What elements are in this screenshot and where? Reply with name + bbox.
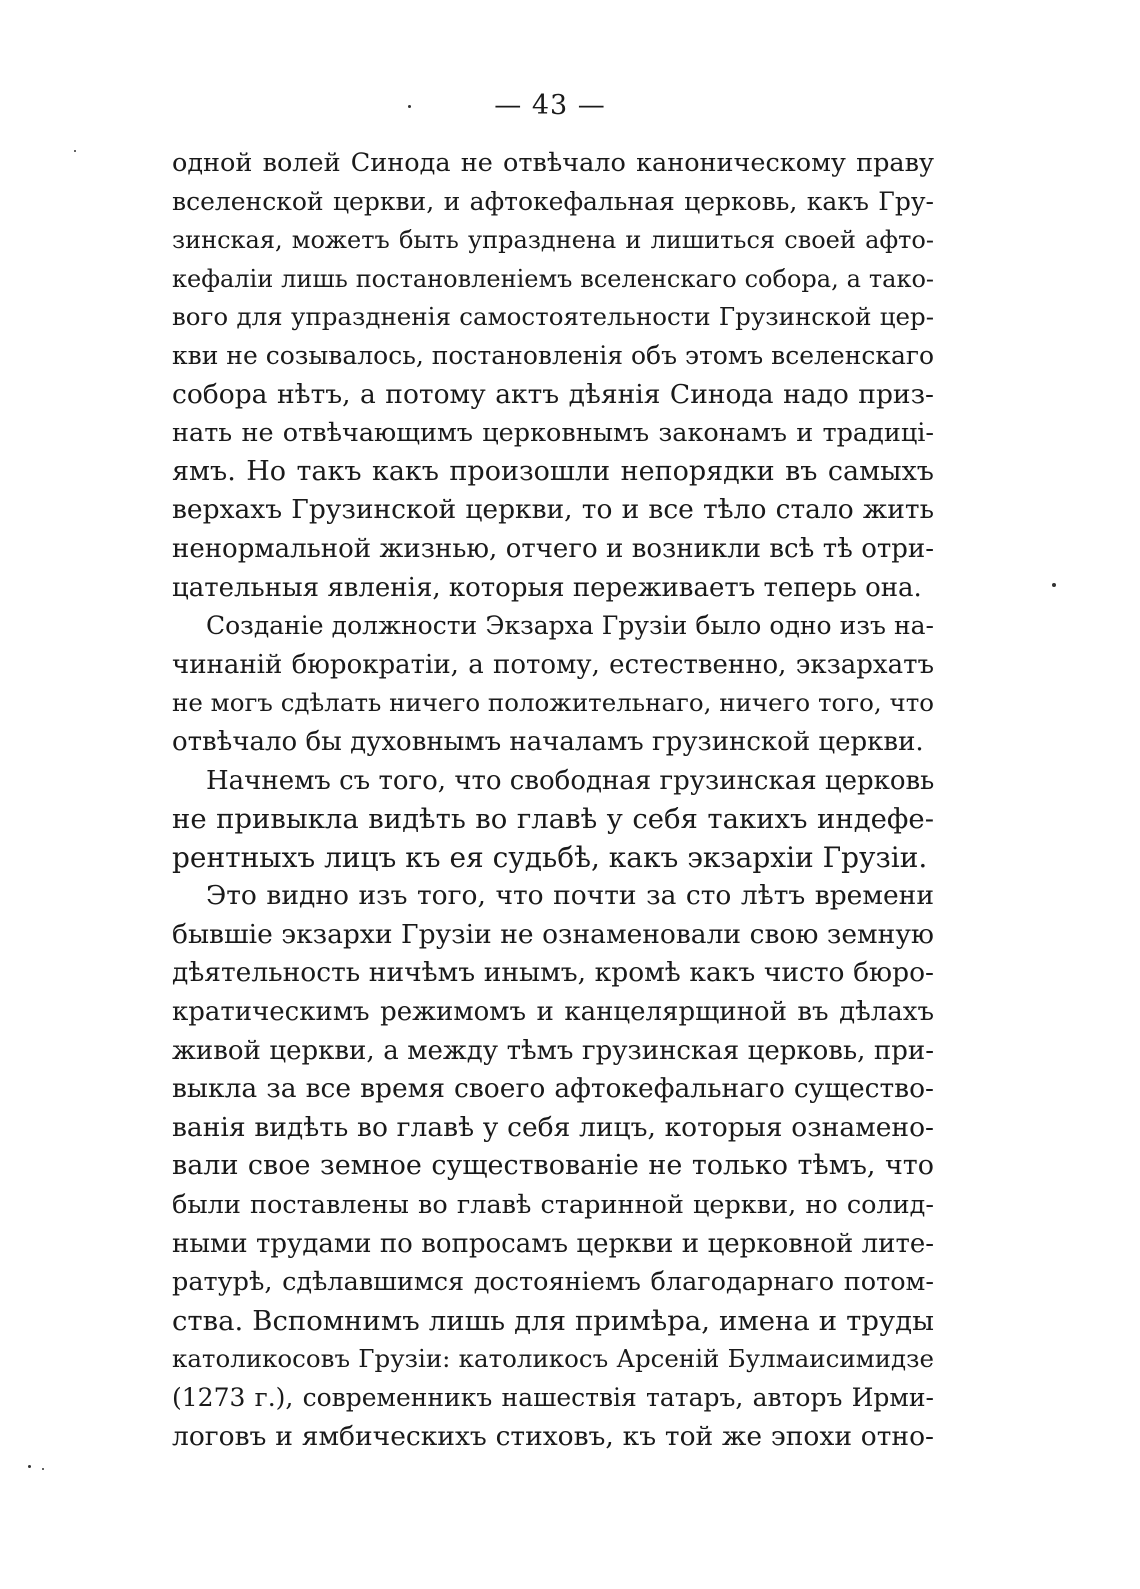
text-line: ненормальной жизнью, отчего и возникли всѣ тѣ отри- (172, 533, 934, 564)
scan-speck (42, 1468, 44, 1470)
text-line: выкла за все время своего афтокефальнаго существо- (172, 1073, 934, 1105)
text-line: католикосовъ Грузіи: католикосъ Арсеній Булмаисимидзе (172, 1344, 934, 1374)
text-line: верхахъ Грузинской церкви, то и все тѣло стало жить (172, 494, 934, 526)
text-line: ратурѣ, сдѣлавшимся достояніемъ благодарнаго потом- (172, 1267, 934, 1298)
text-line: собора нѣтъ, а потому актъ дѣянія Синода надо приз- (172, 378, 934, 410)
text-line: кви не созывалось, постановленія объ этомъ вселенскаго (172, 340, 934, 370)
page-number: — 43 — (494, 90, 606, 121)
text-line: нать не отвѣчающимъ церковнымъ законамъ и традиці- (172, 418, 934, 449)
paragraph (172, 877, 934, 1456)
text-line: цательныя явленія, которыя переживаетъ теперь она. (172, 572, 922, 603)
scan-speck (28, 1465, 31, 1468)
text-line: ства. Вспомнимъ лишь для примѣра, имена и труды (172, 1304, 934, 1337)
text-line: рентныхъ лицъ къ ея судьбѣ, какъ экзархіи Грузіи. (172, 840, 928, 874)
text-line: живой церкви, а между тѣмъ грузинская церковь, при- (172, 1035, 934, 1066)
text-line: ямъ. Но такъ какъ произошли непорядки въ самыхъ (172, 455, 934, 487)
scan-speck (1052, 583, 1056, 587)
text-line: дѣятельность ничѣмъ инымъ, кромѣ какъ чисто бюро- (172, 957, 934, 989)
text-line: кратическимъ режимомъ и канцелярщиной въ дѣлахъ (172, 997, 934, 1028)
text-line: (1273 г.), современникъ нашествія татаръ, авторъ Ирми- (172, 1383, 934, 1412)
text-line: не могъ сдѣлать ничего положительнаго, ничего того, что (172, 688, 934, 718)
body-text (172, 144, 934, 1456)
text-line: Это видно изъ того, что почти за сто лѣтъ времени (206, 880, 934, 912)
text-line: ванія видѣть во главѣ у себя лицъ, которыя ознамено- (172, 1111, 934, 1143)
paragraph (172, 607, 934, 761)
text-line: были поставлены во главѣ старинной церкви, но солид- (172, 1190, 934, 1221)
text-line: вселенской церкви, и афтокефальная церковь, какъ Гру- (172, 186, 934, 216)
scan-speck (74, 150, 76, 152)
text-line: одной волей Синода не отвѣчало каноническому праву (172, 148, 934, 178)
text-line: Созданіе должности Экзарха Грузіи было одно изъ на- (206, 611, 934, 641)
text-line: вого для упраздненія самостоятельности Грузинской цер- (172, 302, 934, 332)
paragraph (172, 762, 934, 878)
text-line: не привыкла видѣть во главѣ у себя такихъ индефе- (172, 803, 934, 836)
text-line: отвѣчало бы духовнымъ началамъ грузинской церкви. (172, 726, 924, 757)
scan-speck (408, 105, 411, 108)
paragraph (172, 144, 934, 607)
text-line: зинская, можетъ быть упразднена и лишиться своей афто- (172, 226, 934, 255)
text-line: логовъ и ямбическихъ стиховъ, къ той же эпохи отно- (172, 1420, 934, 1452)
text-line: бывшіе экзархи Грузіи не ознаменовали свою земную (172, 918, 934, 950)
text-line: Начнемъ съ того, что свободная грузинская церковь (206, 765, 934, 796)
text-line: вали свое земное существованіе не только тѣмъ, что (172, 1150, 934, 1182)
text-line: кефаліи лишь постановленіемъ вселенскаго собора, а тако- (172, 264, 934, 293)
text-line: чинаній бюрократіи, а потому, естественно, экзархатъ (172, 649, 934, 680)
text-line: ными трудами по вопросамъ церкви и церковной лите- (172, 1228, 934, 1259)
